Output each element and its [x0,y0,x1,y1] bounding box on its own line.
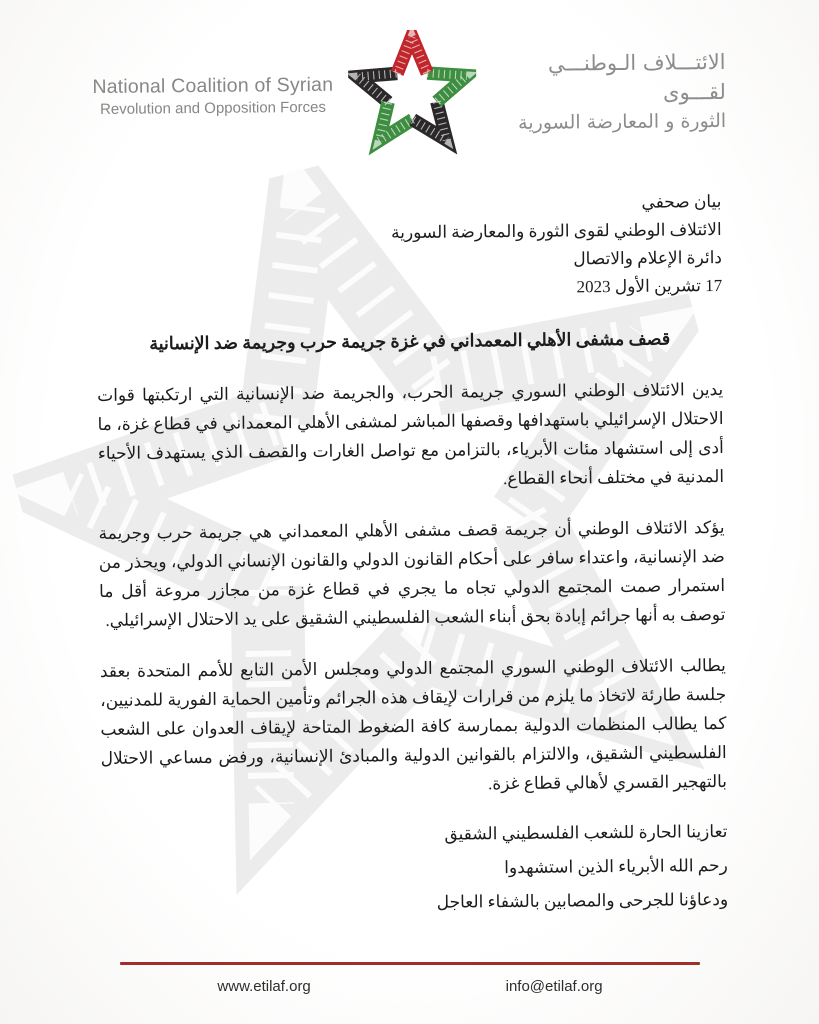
statement-title: قصف مشفى الأهلي المعمداني في غزة جريمة حرب وجريمة ضد الإنسانية [149,328,671,354]
logo-text-english [88,71,338,120]
closing-block [101,815,728,923]
meta-department: دائرة الإعلام والاتصال [573,247,723,269]
meta-date: 17 تشرين الأول 2023 [576,275,723,297]
email-address: info@etilaf.org [505,978,603,995]
statement-paragraph-2: يؤكد الائتلاف الوطني أن جريمة قصف مشفى الأهلي المعمداني هي جريمة حرب وجريمة ضد الإنسانية، واعتداء سافر على أحكام القانون الدولي والقانون الإنساني الدولي، ويحذر من استمرار صمت المجتمع الدولي تجاه ما يجري في قطاع غزة من مجازر مروعة أقل ما توصف به أنها جرائم إبادة بحق أبناء الشعب الفلسطيني الشقيق على يد الاحتلال الإسرائيلي. [98,517,726,630]
logo-en-line1: National Coalition of Syrian [92,73,334,98]
meta-press-statement: بيان صحفي [641,191,722,212]
letter-footer [120,962,700,995]
footer-divider-rule [120,962,700,965]
coalition-star-logo-icon [347,29,476,158]
letter-body [0,187,819,924]
website-url: www.etilaf.org [217,978,311,995]
closing-condolences-line: تعازينا الحارة للشعب الفلسطيني الشقيق [444,821,728,844]
closing-mercy-line: رحم الله الأبرياء الذين استشهدوا [504,855,728,878]
meta-organization: الائتلاف الوطني لقوى الثورة والمعارضة السورية [390,219,722,243]
closing-prayer-line: ودعاؤنا للجرحى والمصابين بالشفاء العاجل [436,889,729,912]
logo-text-arabic [485,47,726,138]
statement-paragraph-3: يطالب الائتلاف الوطني السوري المجتمع الدولي ومجلس الأمن التابع للأمم المتحدة بعقد جلسة طارئة لاتخاذ ما يلزم من قرارات لإيقاف هذه الجرائم وتأمين الحماية الفورية للمدنيين، كما يطالب المنظمات الدولية بممارسة كافة الضغوط المتاحة لإيقاف العدوان على الشعب الفلسطيني الشقيق، والالتزام بالقوانين الدولية والمبادئ الإنسانية، ورفض مساعي الاحتلال بالتهجير القسري لأهالي قطاع غزة. [99,655,728,794]
letterhead [0,0,817,162]
logo-ar-line2: الثورة و المعارضة السورية [518,109,727,134]
logo-ar-line1: الائتـــلاف الـوطنـــي لقـــوى [547,49,726,105]
statement-paragraph-1: يدين الائتلاف الوطني السوري جريمة الحرب، والجريمة ضد الإنسانية التي ارتكبتها قوات الاحتلال الإسرائيلي باستهدافها وقصفها المباشر لمشفى الأهلي المعمداني في قطاع غزة، ما أدى إلى استشهاد مئات الأبرياء، بالتزامن مع تواصل الغارات والقصف الذي يستهدف الأحياء المدنية في مختلف أنحاء القطاع. [97,379,725,489]
logo-en-line2: Revolution and Opposition Forces [99,98,327,118]
press-meta-block [95,188,722,306]
